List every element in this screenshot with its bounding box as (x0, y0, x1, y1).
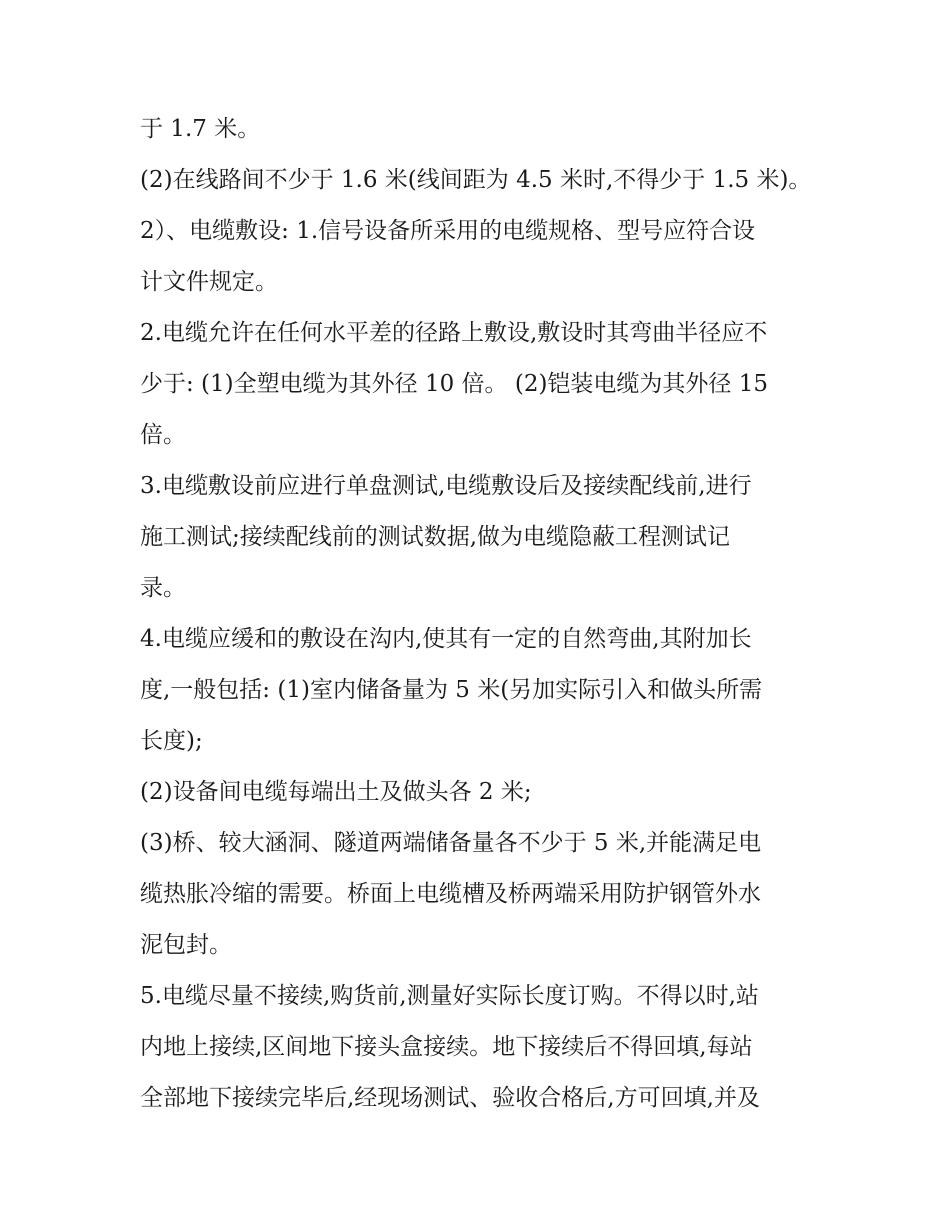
text-line: 5.电缆尽量不接续,购货前,测量好实际长度订购。不得以时,站 (140, 983, 759, 1009)
text-line: 计文件规定。 (140, 269, 278, 295)
text-line: (3)桥、较大涵洞、隧道两端储备量各不少于 5 米,并能满足电 (140, 830, 762, 856)
text-line: 缆热胀冷缩的需要。桥面上电缆槽及桥两端采用防护钢管外水 (140, 881, 761, 907)
text-line: (2)设备间电缆每端出土及做头各 2 米; (140, 779, 532, 805)
text-line: 4.电缆应缓和的敷设在沟内,使其有一定的自然弯曲,其附加长 (140, 626, 752, 652)
text-line: (2)在线路间不少于 1.6 米(线间距为 4.5 米时,不得少于 1.5 米)。 (140, 167, 812, 193)
text-line: 内地上接续,区间地下接头盒接续。地下接续后不得回填,每站 (140, 1034, 753, 1060)
text-line: 度,一般包括: (1)室内储备量为 5 米(另加实际引入和做头所需 (140, 677, 763, 703)
text-line: 倍。 (140, 422, 186, 448)
text-line: 全部地下接续完毕后,经现场测试、验收合格后,方可回填,并及 (140, 1085, 760, 1111)
text-line: 录。 (140, 575, 186, 601)
text-line: 泥包封。 (140, 932, 232, 958)
text-line: 少于: (1)全塑电缆为其外径 10 倍。 (2)铠装电缆为其外径 15 (140, 371, 768, 397)
text-line: 长度); (140, 728, 203, 754)
text-line: 2）、电缆敷设: 1.信号设备所采用的电缆规格、型号应符合设 (140, 218, 756, 244)
text-line: 于 1.7 米。 (140, 116, 261, 142)
body-text (140, 104, 820, 1124)
text-line: 2.电缆允许在任何水平差的径路上敷设,敷设时其弯曲半径应不 (140, 320, 768, 346)
text-line: 3.电缆敷设前应进行单盘测试,电缆敷设后及接续配线前,进行 (140, 473, 752, 499)
text-line: 施工测试;接续配线前的测试数据,做为电缆隐蔽工程测试记 (140, 524, 731, 550)
